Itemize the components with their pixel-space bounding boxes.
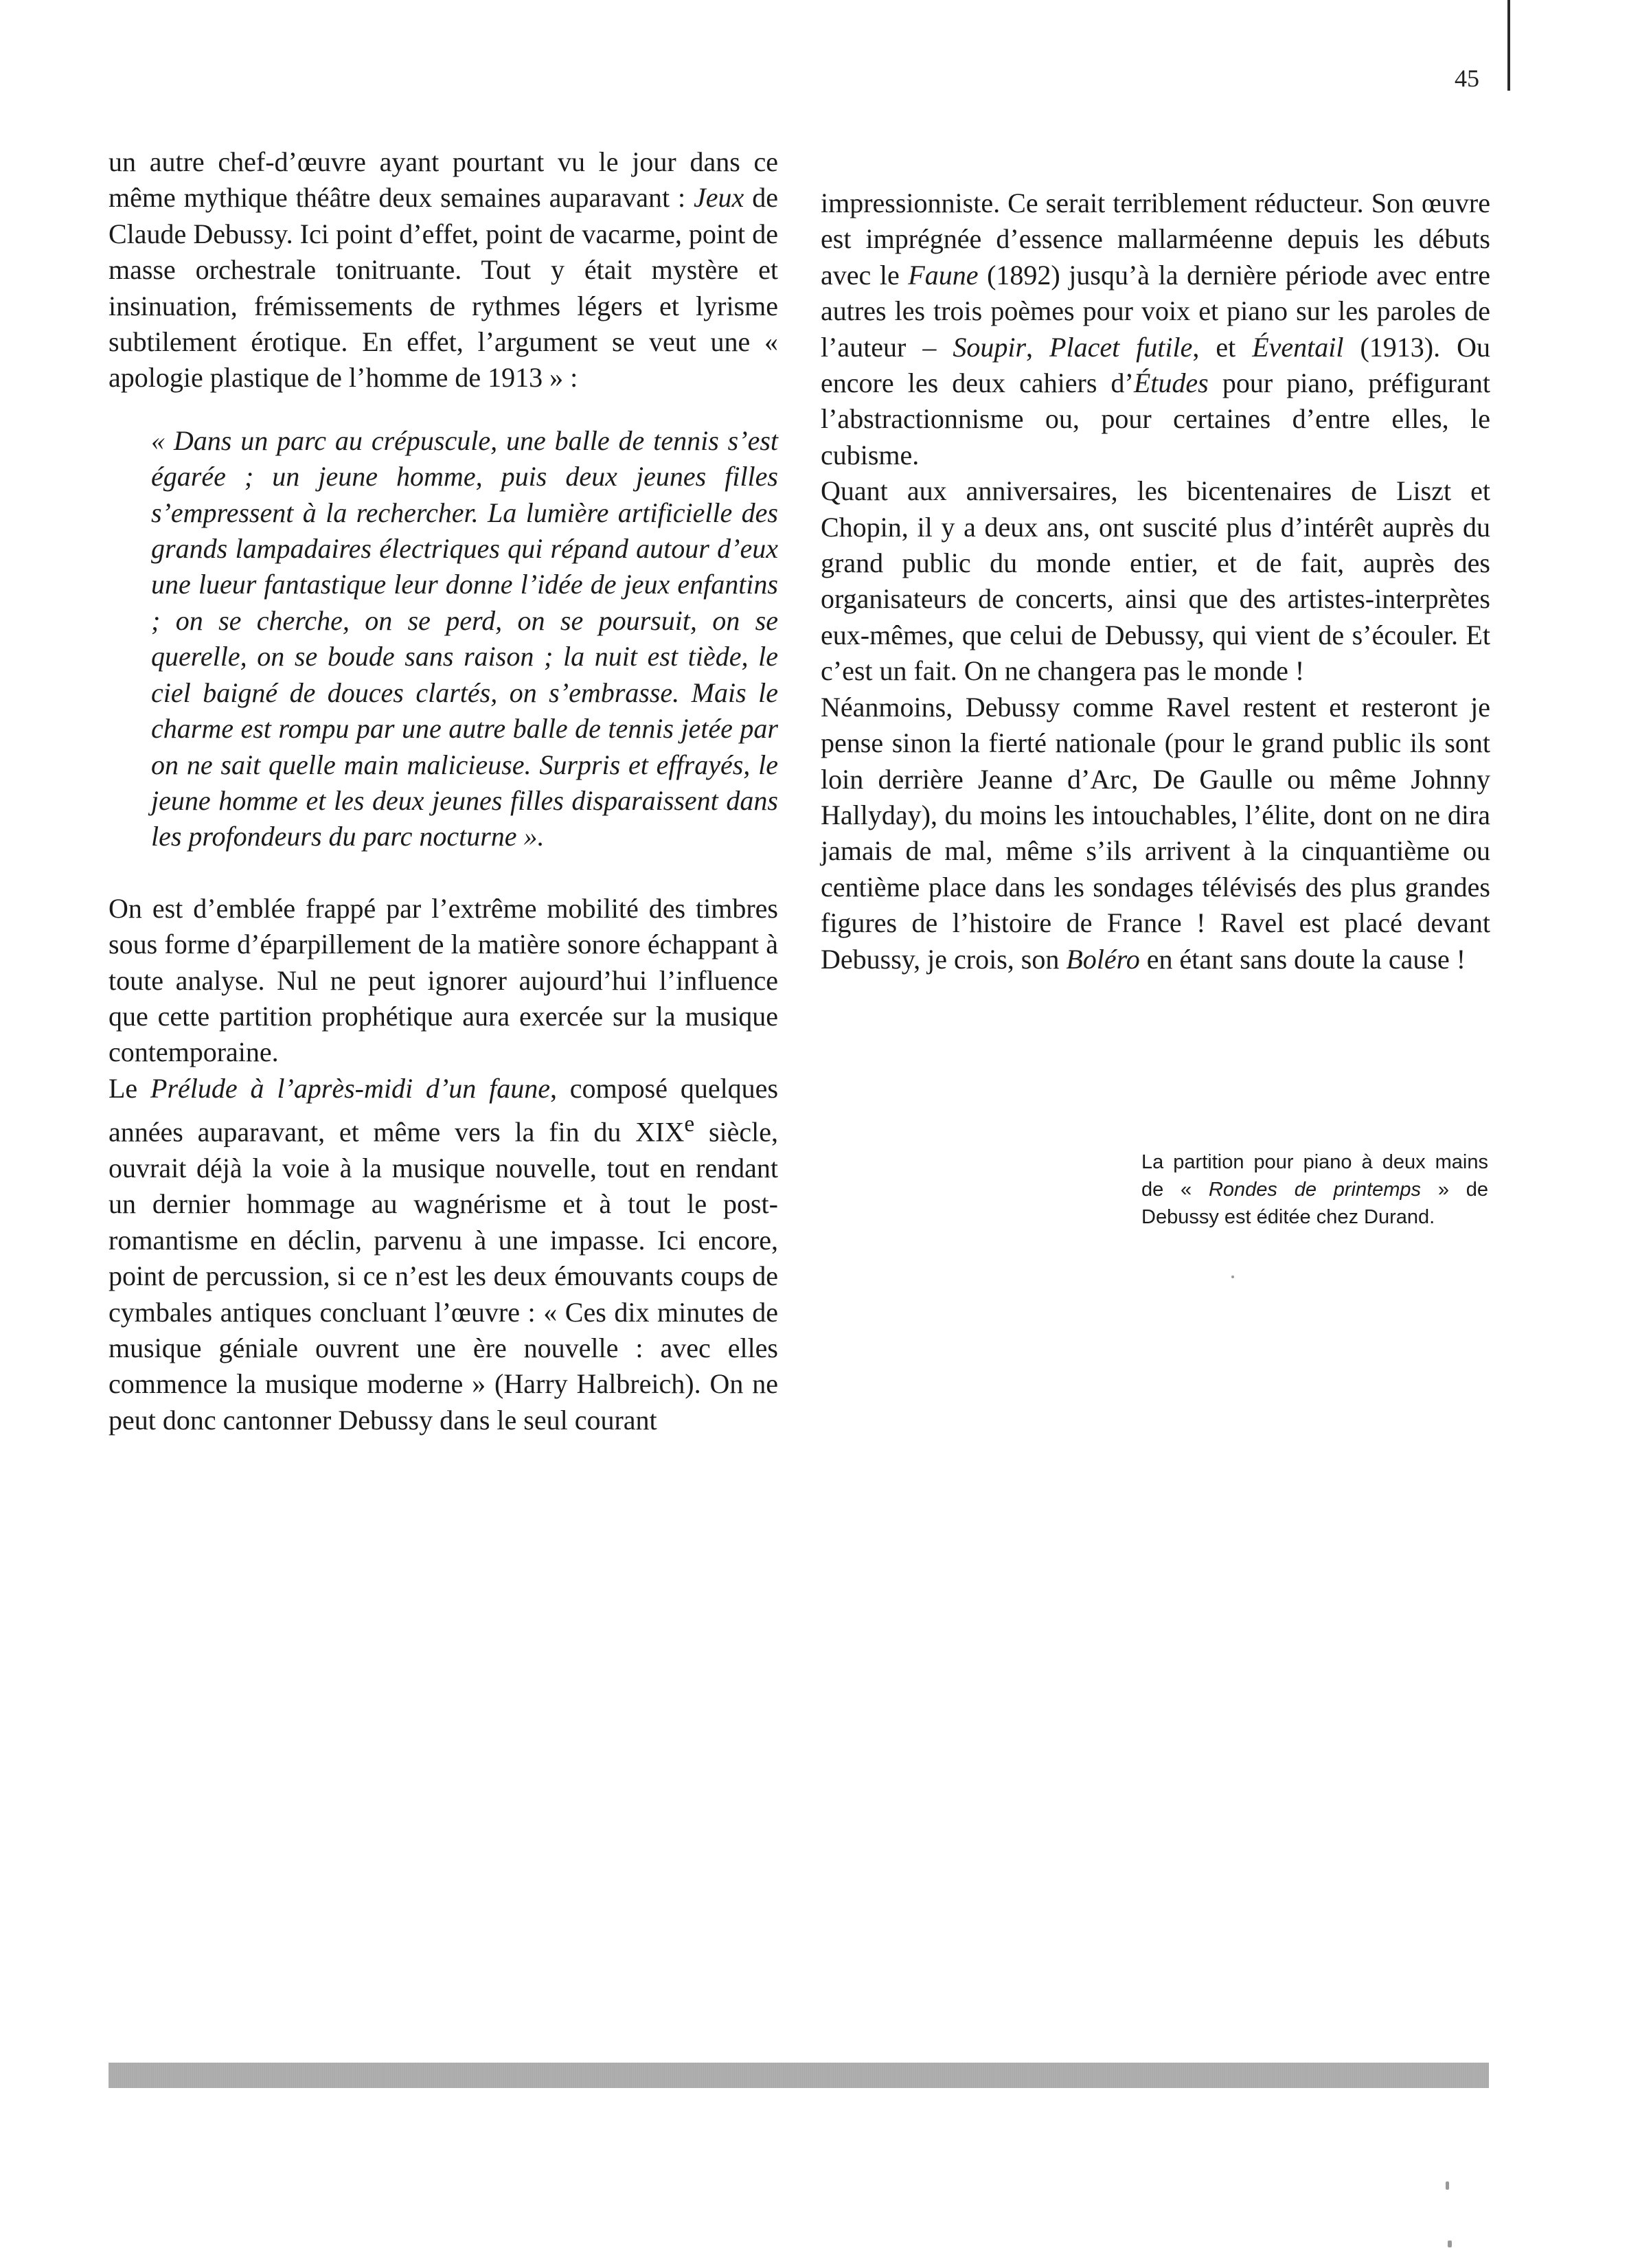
work-title-faune: Faune <box>908 259 979 291</box>
work-title-bolero: Boléro <box>1066 943 1140 975</box>
right-paragraph-1: impressionniste. Ce serait terriblement réducteur. Son œuvre est imprégnée d’essence mallarméenne depuis les débuts avec le Faune (1892) jusqu’à la dernière période avec entre autres les trois poèmes pour voix et piano sur les paroles de l’auteur – Soupir, Placet futile, et Éventail (1913). Ou encore les deux cahiers d’Études pour piano, préfigurant l’abstractionnisme ou, pour certaines d’entre elles, le cubisme. <box>821 188 1490 470</box>
left-column <box>109 144 778 1438</box>
scan-speck <box>1448 2241 1452 2247</box>
right-paragraph-3: Néanmoins, Debussy comme Ravel restent et resteront je pense sinon la fierté nationale (pour le grand public ils sont loin derrière Jeanne d’Arc, De Gaulle ou même Johnny Hallyday), du moins les intouchables, l’élite, dont on ne dira jamais de mal, même s’ils arrivent à la cinquantième ou centième place dans les sondages télévisés des plus grandes figures de l’histoire de France ! Ravel est placé devant Debussy, je crois, son Boléro en étant sans doute la cause ! <box>821 691 1490 975</box>
image-caption: La partition pour piano à deux mains de « Rondes de printemps » de Debussy est éditée chez Durand. <box>1141 1151 1489 1228</box>
page-number: 45 <box>1455 65 1479 92</box>
footer-gray-band <box>109 2063 1489 2088</box>
left-paragraph-2: On est d’emblée frappé par l’extrême mobilité des timbres sous forme d’éparpillement de la matière sonore échappant à toute analyse. Nul ne peut ignorer aujourd’hui l’influence que cette partition prophétique aura exercée sur la musique contemporaine. <box>109 892 778 1068</box>
work-title-soupir: Soupir <box>953 331 1027 363</box>
page-corner-rule <box>1507 0 1510 91</box>
caption-work-title: Rondes de printemps <box>1208 1179 1422 1201</box>
left-paragraph-1: un autre chef-d’œuvre ayant pourtant vu le jour dans ce même mythique théâtre deux semaines auparavant : Jeux de Claude Debussy. Ici point d’effet, point de vacarme, point de masse orchestrale tonitruante. Tout y était mystère et insinuation, frémissements de rythmes légers et lyrisme subtilement érotique. En effet, l’argument se veut une « apologie plastique de l’homme de 1913 » : <box>109 146 778 394</box>
work-title-prelude: Prélude à l’après-midi d’un faune <box>150 1072 550 1104</box>
work-title-eventail: Éventail <box>1252 331 1344 363</box>
scan-speck <box>1446 2181 1449 2190</box>
right-column <box>821 185 1490 977</box>
work-title-jeux: Jeux <box>694 182 744 214</box>
scan-speck <box>1231 1275 1234 1278</box>
work-title-placet-futile: Placet futile <box>1049 331 1193 363</box>
right-paragraph-2: Quant aux anniversaires, les bicentenaires de Liszt et Chopin, il y a deux ans, ont suscité plus d’intérêt auprès du grand public du monde entier, et de fait, auprès des organisateurs de concerts, ainsi que des artistes-interprètes eux-mêmes, que celui de Debussy, qui vient de s’écouler. Et c’est un fait. On ne changera pas le monde ! <box>821 475 1490 687</box>
century-superscript: e <box>684 1111 695 1137</box>
work-title-etudes: Études <box>1133 367 1209 399</box>
left-paragraph-3: Le Prélude à l’après-midi d’un faune, composé quelques années auparavant, et même vers la fin du XIXe siècle, ouvrait déjà la voie à la musique nouvelle, tout en rendant un dernier hommage au wagnérisme et à tout le post-romantisme en déclin, parvenu à une impasse. Ici encore, point de percussion, si ce n’est les deux émouvants coups de cymbales antiques concluant l’œuvre : « Ces dix minutes de musique géniale ouvrent une ère nouvelle : avec elles commence la musique moderne » (Harry Halbreich). On ne peut donc cantonner Debussy dans le seul courant <box>109 1072 779 1436</box>
argument-quote: « Dans un parc au crépuscule, une balle de tennis s’est égarée ; un jeune homme, puis deux jeunes filles s’empressent à la rechercher. La lumière artificielle des grands lampadaires électriques qui répand autour d’eux une lueur fantastique leur donne l’idée de jeux enfantins ; on se cherche, on se perd, on se poursuit, on se querelle, on se boude sans raison ; la nuit est tiède, le ciel baigné de douces clartés, on s’embrasse. Mais le charme est rompu par une autre balle de tennis jetée par on ne sait quelle main malicieuse. Surpris et effrayés, le jeune homme et les deux jeunes filles disparaissent dans les profondeurs du parc nocturne ». <box>151 424 778 852</box>
